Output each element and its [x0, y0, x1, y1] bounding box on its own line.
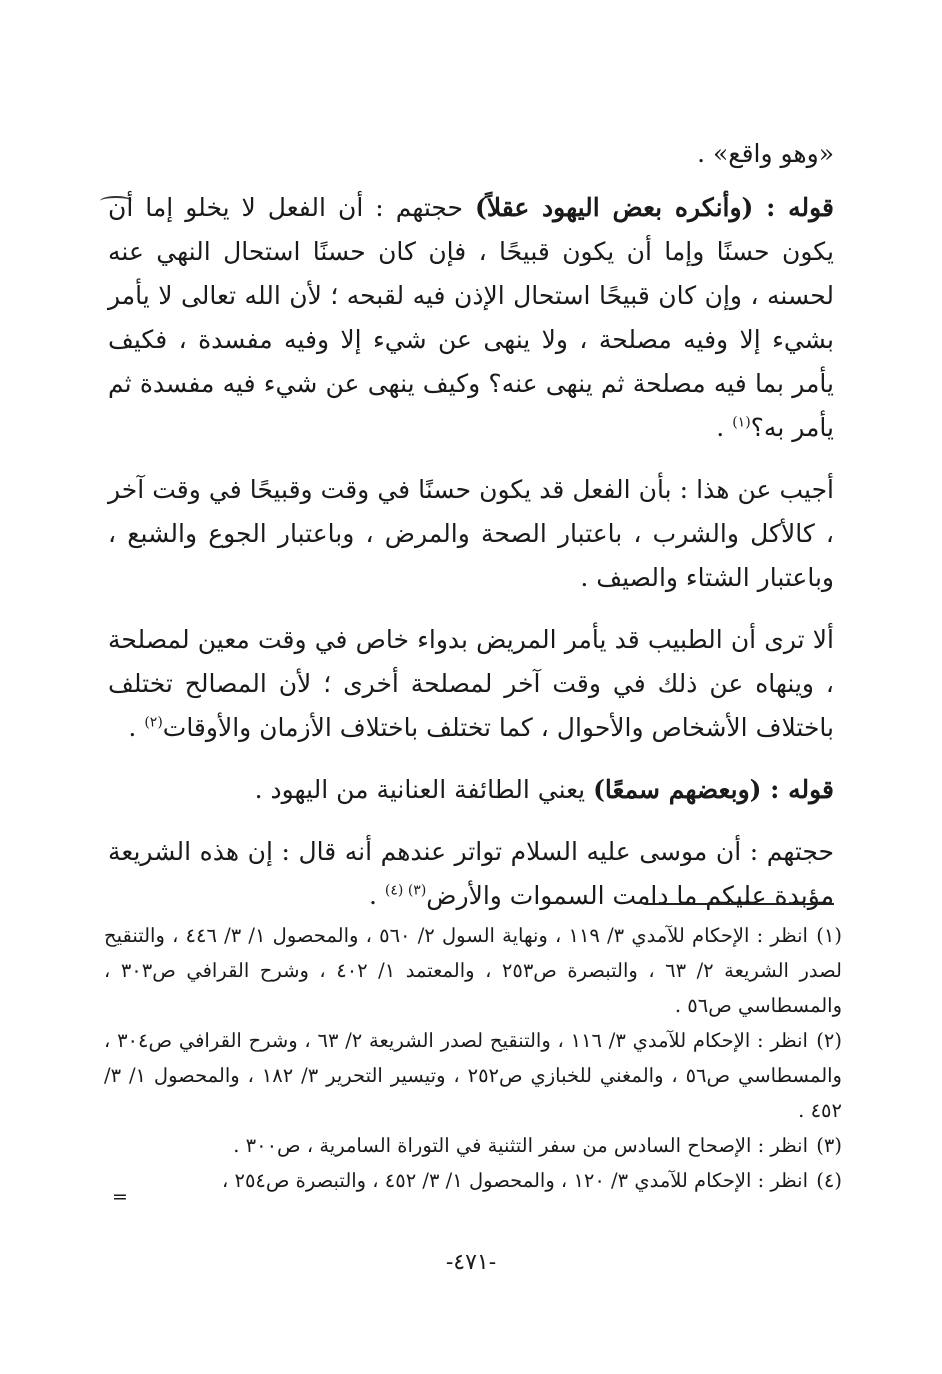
paragraph-1-text: حجتهم : أن الفعل لا يخلو إما أن يكون حسنًا وإما أن يكون قبيحًا ، فإن كان حسنًا استحال النهي عنه لحسنه ، وإن كان قبيحًا استحال الإذن فيه لقبحه ؛ لأن الله تعالى لا يأمر بشيء إلا وفيه مصلحة ، ولا ينهى عن شيء إلا وفيه مفسدة ، فكيف يأمر بما فيه مصلحة ثم ينهى عنه؟ وكيف ينهى عن شيء فيه مفسدة ثم يأمر به؟	[108, 193, 834, 442]
footnote-number: (١)	[816, 924, 842, 947]
paragraph-2: أجيب عن هذا : بأن الفعل قد يكون حسنًا في وقت وقبيحًا في وقت آخر ، كالأكل والشرب ، باعتبار الصحة والمرض ، وباعتبار الجوع والشبع ، وباعتبار الشتاء والصيف .	[108, 475, 834, 592]
footnote-3	[104, 1128, 842, 1163]
quote-label-2: قوله : (وبعضهم سمعًا)	[593, 775, 834, 804]
footnote-ref-2: (٢)	[144, 714, 163, 731]
quote-label-1: قوله : (وأنكره بعض اليهود عقلاً)	[474, 193, 834, 222]
paragraph-5-text: حجتهم : أن موسى عليه السلام تواتر عندهم أنه قال : إن هذه الشريعة مؤبدة عليكم ما دامت السموات والأرض	[108, 837, 834, 910]
footnote-ref-3-4: (٣) (٤)	[384, 882, 427, 899]
paragraph-3-end: .	[128, 713, 145, 742]
paragraph-5-end: .	[369, 881, 385, 910]
footnote-text: انظر : الإصحاح السادس من سفر التثنية في التوراة السامرية ، ص٣٠٠ .	[233, 1134, 808, 1157]
paragraph-3	[108, 618, 834, 750]
footnote-number: (٣)	[816, 1134, 842, 1157]
paragraph-4	[108, 768, 834, 812]
paragraph-1-end: .	[716, 413, 733, 442]
footnote-2	[104, 1023, 842, 1128]
footnote-ref-1: (١)	[732, 414, 751, 431]
main-text	[108, 132, 834, 936]
footnote-text: انظر : الإحكام للآمدي ٣/ ١٢٠ ، والمحصول ١/ ٣/ ٤٥٢ ، والتبصرة ص٢٥٤ ،	[221, 1169, 808, 1192]
footnote-number: (٢)	[816, 1029, 842, 1052]
paragraph-0: «وهو واقع» .	[697, 139, 834, 168]
footnote-number: (٤)	[816, 1169, 842, 1192]
footnote-1	[104, 918, 842, 1023]
page-number: -٤٧١-	[445, 1250, 497, 1275]
continuation-mark: =	[112, 1186, 128, 1208]
paragraph-4-text: يعني الطائفة العنانية من اليهود .	[254, 775, 594, 804]
footnote-divider	[644, 903, 834, 905]
footnotes	[104, 918, 842, 1198]
paragraph-3-text: ألا ترى أن الطبيب قد يأمر المريض بدواء خاص في وقت معين لمصلحة ، وينهاه عن ذلك في وقت آخر لمصلحة أخرى ؛ لأن المصالح تختلف باختلاف الأشخاص والأحوال ، كما تختلف باختلاف الأزمان والأوقات	[108, 625, 834, 742]
footnote-text: انظر : الإحكام للآمدي ٣/ ١١٩ ، ونهاية السول ٢/ ٥٦٠ ، والمحصول ١/ ٣/ ٤٤٦ ، والتنقيح لصدر الشريعة ٢/ ٦٣ ، والتبصرة ص٢٥٣ ، والمعتمد ١/ ٤٠٢ ، وشرح القرافي ص٣٠٣ ، والمسطاسي ص٥٦ .	[104, 924, 842, 1017]
paragraph-1	[108, 186, 834, 450]
footnote-4	[104, 1163, 842, 1198]
footnote-text: انظر : الإحكام للآمدي ٣/ ١١٦ ، والتنقيح لصدر الشريعة ٢/ ٦٣ ، وشرح القرافي ص٣٠٤ ، والمسطاسي ص٥٦ ، والمغني للخبازي ص٢٥٢ ، وتيسير التحرير ٣/ ١٨٢ ، والمحصول ١/ ٣/ ٤٥٢ .	[104, 1029, 842, 1122]
